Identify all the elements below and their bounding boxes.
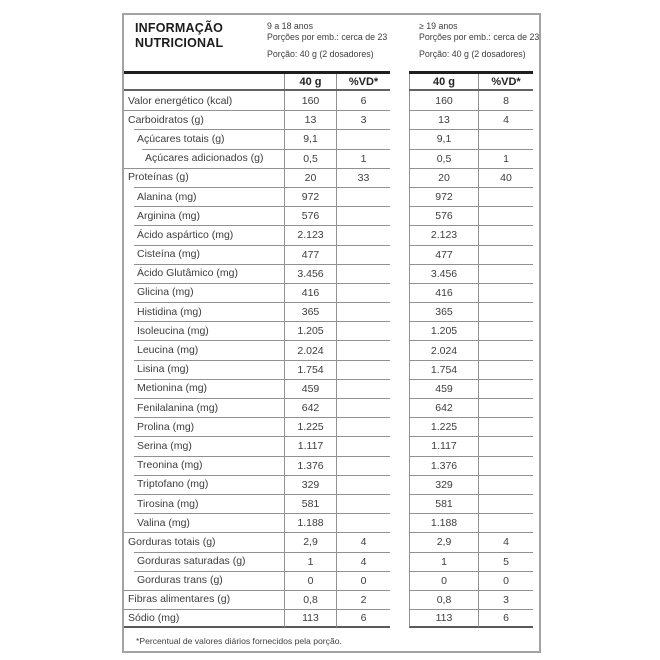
column-headers-group1 <box>124 71 390 91</box>
vd-cell-group2 <box>479 456 533 475</box>
nutrient-row <box>124 340 539 359</box>
nutrient-name: Gorduras totais (g) <box>124 532 284 551</box>
vd-cell-group2 <box>479 245 533 264</box>
amount-cell-group2: 1.188 <box>409 513 479 532</box>
nutrient-row <box>124 552 539 571</box>
table-gap <box>390 71 409 91</box>
table-gap <box>390 187 409 206</box>
table-gap <box>390 245 409 264</box>
nutrient-row <box>124 456 539 475</box>
table-gap <box>390 552 409 571</box>
vd-cell-group2: 40 <box>479 168 533 187</box>
vd-cell-group2 <box>479 494 533 513</box>
amount-cell-group1: 2.123 <box>284 225 337 244</box>
amount-cell-group2: 642 <box>409 398 479 417</box>
nutrient-row <box>124 129 539 148</box>
amount-cell-group2: 1.225 <box>409 417 479 436</box>
amount-cell-group1: 13 <box>284 110 337 129</box>
amount-cell-group2: 13 <box>409 110 479 129</box>
table-gap <box>390 110 409 129</box>
vd-cell-group1: 33 <box>337 168 390 187</box>
nutrient-name: Gorduras saturadas (g) <box>124 552 284 571</box>
vd-cell-group2: 0 <box>479 571 533 590</box>
amount-cell-group2: 2,9 <box>409 532 479 551</box>
amount-cell-group2: 20 <box>409 168 479 187</box>
amount-cell-group2: 1.205 <box>409 321 479 340</box>
nutrient-name: Triptofano (mg) <box>124 475 284 494</box>
amount-cell-group2: 2.123 <box>409 225 479 244</box>
nutrient-name: Açúcares totais (g) <box>124 129 284 148</box>
vd-cell-group1 <box>337 379 390 398</box>
vd-cell-group1 <box>337 206 390 225</box>
column-headers-group2 <box>409 71 533 91</box>
vd-cell-group2: 8 <box>503 94 509 107</box>
serving-info-group1 <box>267 21 387 60</box>
amount-cell-group2: 365 <box>409 302 479 321</box>
vd-cell-group2 <box>479 436 533 455</box>
vd-cell-group2 <box>479 129 533 148</box>
vd-cell-group2 <box>479 283 533 302</box>
nutrient-row <box>124 417 539 436</box>
vd-cell-group1 <box>337 436 390 455</box>
amount-cell-group2: 2.024 <box>409 340 479 359</box>
nutrient-name: Gorduras trans (g) <box>124 571 284 590</box>
vd-cell-group1 <box>337 398 390 417</box>
nutrient-row <box>124 264 539 283</box>
amount-cell-group2: 0,5 <box>409 149 479 168</box>
nutrient-name: Glicina (mg) <box>124 283 284 302</box>
vd-cell-group2 <box>479 340 533 359</box>
table-gap <box>390 532 409 551</box>
servings-per-pack-group2: Porções por emb.: cerca de 23 <box>419 32 540 42</box>
nutrient-name: Isoleucina (mg) <box>124 321 284 340</box>
vd-cell-group2 <box>479 475 533 494</box>
nutrient-name: Açúcares adicionados (g) <box>124 149 284 168</box>
vd-cell-group1: 6 <box>360 94 367 107</box>
nutrient-name: Fibras alimentares (g) <box>124 590 284 609</box>
amount-cell-group2: 581 <box>409 494 479 513</box>
amount-cell-group2: 477 <box>409 245 479 264</box>
table-gap <box>390 571 409 590</box>
vd-cell-group2 <box>479 379 533 398</box>
nutrient-row <box>124 436 539 455</box>
vd-cell-group1: 6 <box>337 609 390 628</box>
nutrient-name: Treonina (mg) <box>124 456 284 475</box>
nutrient-row <box>124 398 539 417</box>
nutrient-name: Metionina (mg) <box>124 379 284 398</box>
table-gap <box>390 398 409 417</box>
amount-cell-group2: 1.754 <box>409 360 479 379</box>
nutrient-row <box>124 571 539 590</box>
nutrient-row <box>124 110 539 129</box>
vd-cell-group1 <box>337 245 390 264</box>
vd-cell-group1: 1 <box>337 149 390 168</box>
nutrient-row <box>124 379 539 398</box>
vd-cell-group2 <box>479 417 533 436</box>
nutrient-name: Valor energético (kcal) <box>128 94 233 107</box>
amount-cell-group2: 416 <box>409 283 479 302</box>
nutrient-name: Ácido aspártico (mg) <box>124 225 284 244</box>
nutrition-title-line1: INFORMAÇÃO <box>135 21 224 35</box>
vd-cell-group2 <box>479 398 533 417</box>
table-gap <box>390 417 409 436</box>
vd-cell-group1: 0 <box>337 571 390 590</box>
amount-cell-group2: 160 <box>409 91 479 110</box>
vd-cell-group2: 3 <box>479 590 533 609</box>
vd-cell-group2 <box>479 225 533 244</box>
table-gap <box>390 494 409 513</box>
nutrient-name: Alanina (mg) <box>124 187 284 206</box>
vd-cell-group1 <box>337 283 390 302</box>
age-range-group2: ≥ 19 anos <box>419 21 458 31</box>
nutrient-row <box>124 302 539 321</box>
age-range-group1: 9 a 18 anos <box>267 21 313 31</box>
amount-cell-group1: 477 <box>284 245 337 264</box>
vd-cell-group2: 4 <box>479 110 533 129</box>
panel-header <box>124 15 539 71</box>
table-gap <box>390 513 409 532</box>
vd-cell-group1: 2 <box>337 590 390 609</box>
vd-cell-group2: 1 <box>479 149 533 168</box>
vd-cell-group1 <box>337 456 390 475</box>
vd-cell-group1: 4 <box>337 552 390 571</box>
amount-cell-group2: 972 <box>409 187 479 206</box>
nutrition-title-line2: NUTRICIONAL <box>135 35 224 50</box>
vd-cell-group2: 5 <box>479 552 533 571</box>
nutrient-name: Cisteína (mg) <box>124 245 284 264</box>
servings-per-pack-group1: Porções por emb.: cerca de 23 <box>267 32 388 42</box>
vd-cell-group2 <box>479 302 533 321</box>
nutrient-row <box>124 590 539 609</box>
nutrient-name: Tirosina (mg) <box>124 494 284 513</box>
nutrient-row <box>124 149 539 168</box>
amount-cell-group1: 1.205 <box>284 321 337 340</box>
table-gap <box>390 91 409 110</box>
nutrient-rows <box>124 91 539 628</box>
amount-cell-group2: 1.117 <box>409 436 479 455</box>
serving-info-group2 <box>419 21 539 60</box>
amount-cell-group2: 0,8 <box>409 590 479 609</box>
amount-cell-group1: 576 <box>284 206 337 225</box>
nutrient-row <box>124 513 539 532</box>
nutrient-name: Lisina (mg) <box>124 360 284 379</box>
amount-cell-group1: 416 <box>284 283 337 302</box>
table-gap <box>390 283 409 302</box>
nutrient-name: Sódio (mg) <box>124 609 284 628</box>
amount-header-group2: 40 g <box>409 74 479 89</box>
nutrient-name: Fenilalanina (mg) <box>124 398 284 417</box>
nutrient-name: Leucina (mg) <box>124 340 284 359</box>
table-gap <box>390 475 409 494</box>
vd-cell-group1 <box>337 494 390 513</box>
table-gap <box>390 379 409 398</box>
portion-size-group2: Porção: 40 g (2 dosadores) <box>419 49 526 59</box>
vd-cell-group1 <box>337 225 390 244</box>
table-gap <box>390 225 409 244</box>
table-gap <box>390 340 409 359</box>
amount-cell-group1: 459 <box>284 379 337 398</box>
vd-cell-group1 <box>337 129 390 148</box>
vd-cell-group2: 6 <box>479 609 533 628</box>
nutrient-row <box>124 360 539 379</box>
portion-size-group1: Porção: 40 g (2 dosadores) <box>267 49 374 59</box>
vd-cell-group1 <box>337 321 390 340</box>
amount-cell-group1: 329 <box>284 475 337 494</box>
nutrient-row <box>124 225 539 244</box>
vd-cell-group1 <box>337 187 390 206</box>
amount-cell-group1: 1.117 <box>284 436 337 455</box>
amount-cell-group1: 9,1 <box>284 129 337 148</box>
vd-cell-group2 <box>479 206 533 225</box>
table-gap <box>390 436 409 455</box>
nutrient-row <box>124 245 539 264</box>
table-gap <box>390 264 409 283</box>
vd-cell-group2 <box>479 321 533 340</box>
vd-cell-group1: 4 <box>337 532 390 551</box>
nutrient-name: Proteínas (g) <box>124 168 284 187</box>
table-gap <box>390 149 409 168</box>
amount-cell-group1: 3.456 <box>284 264 337 283</box>
amount-cell-group2: 0 <box>409 571 479 590</box>
vd-cell-group1 <box>337 417 390 436</box>
nutrient-row <box>124 494 539 513</box>
amount-cell-group2: 329 <box>409 475 479 494</box>
amount-cell-group1: 581 <box>284 494 337 513</box>
vd-cell-group1 <box>337 475 390 494</box>
nutrient-name: Ácido Glutâmico (mg) <box>124 264 284 283</box>
amount-cell-group1: 972 <box>284 187 337 206</box>
vd-cell-group1 <box>337 340 390 359</box>
nutrient-row <box>124 532 539 551</box>
amount-cell-group1: 20 <box>284 168 337 187</box>
amount-cell-group2: 113 <box>409 609 479 628</box>
nutrient-row <box>124 91 539 110</box>
amount-cell-group2: 1 <box>409 552 479 571</box>
amount-cell-group1: 1.225 <box>284 417 337 436</box>
table-gap <box>390 321 409 340</box>
daily-values-footnote: *Percentual de valores diários fornecidos pela porção. <box>136 636 342 647</box>
nutrition-title <box>135 21 223 50</box>
nutrient-name: Serina (mg) <box>124 436 284 455</box>
nutrient-name: Histidina (mg) <box>124 302 284 321</box>
vd-cell-group1 <box>337 513 390 532</box>
vd-cell-group1: 3 <box>337 110 390 129</box>
amount-cell-group1: 0,5 <box>284 149 337 168</box>
amount-cell-group1: 1.188 <box>284 513 337 532</box>
table-gap <box>390 609 409 628</box>
label-column-spacer <box>124 74 284 89</box>
vd-cell-group2 <box>479 513 533 532</box>
nutrient-row <box>124 283 539 302</box>
amount-cell-group2: 576 <box>409 206 479 225</box>
nutrient-name: Arginina (mg) <box>124 206 284 225</box>
table-gap <box>390 456 409 475</box>
amount-cell-group1: 642 <box>284 398 337 417</box>
table-gap <box>390 590 409 609</box>
amount-cell-group1: 365 <box>284 302 337 321</box>
nutrition-facts-panel <box>122 13 541 653</box>
amount-cell-group1: 0 <box>284 571 337 590</box>
table-column-headers <box>124 71 539 91</box>
vd-cell-group2: 4 <box>479 532 533 551</box>
amount-cell-group1: 0,8 <box>284 590 337 609</box>
nutrient-row <box>124 206 539 225</box>
vd-cell-group1 <box>337 302 390 321</box>
vd-cell-group2 <box>479 187 533 206</box>
vd-cell-group1 <box>337 360 390 379</box>
vd-header-group1: %VD* <box>348 75 379 88</box>
table-gap <box>390 360 409 379</box>
nutrient-row <box>124 609 539 628</box>
table-gap <box>390 302 409 321</box>
vd-cell-group1 <box>337 264 390 283</box>
amount-cell-group1: 2,9 <box>284 532 337 551</box>
amount-header-group1: 40 g <box>284 74 337 89</box>
table-gap <box>390 168 409 187</box>
amount-cell-group1: 1.376 <box>284 456 337 475</box>
vd-cell-group2 <box>479 264 533 283</box>
amount-cell-group1: 1 <box>284 552 337 571</box>
amount-cell-group2: 3.456 <box>409 264 479 283</box>
nutrient-row <box>124 475 539 494</box>
amount-cell-group1: 160 <box>284 91 337 110</box>
amount-cell-group1: 2.024 <box>284 340 337 359</box>
vd-cell-group2 <box>479 360 533 379</box>
amount-cell-group2: 9,1 <box>409 129 479 148</box>
nutrient-row <box>124 187 539 206</box>
nutrient-row <box>124 168 539 187</box>
vd-header-group2: %VD* <box>491 75 521 88</box>
nutrient-row <box>124 321 539 340</box>
nutrient-name: Valina (mg) <box>124 513 284 532</box>
amount-cell-group2: 459 <box>409 379 479 398</box>
nutrient-name: Prolina (mg) <box>124 417 284 436</box>
amount-cell-group2: 1.376 <box>409 456 479 475</box>
amount-cell-group1: 113 <box>284 609 337 628</box>
nutrient-name: Carboidratos (g) <box>124 110 284 129</box>
amount-cell-group1: 1.754 <box>284 360 337 379</box>
table-gap <box>390 129 409 148</box>
table-gap <box>390 206 409 225</box>
